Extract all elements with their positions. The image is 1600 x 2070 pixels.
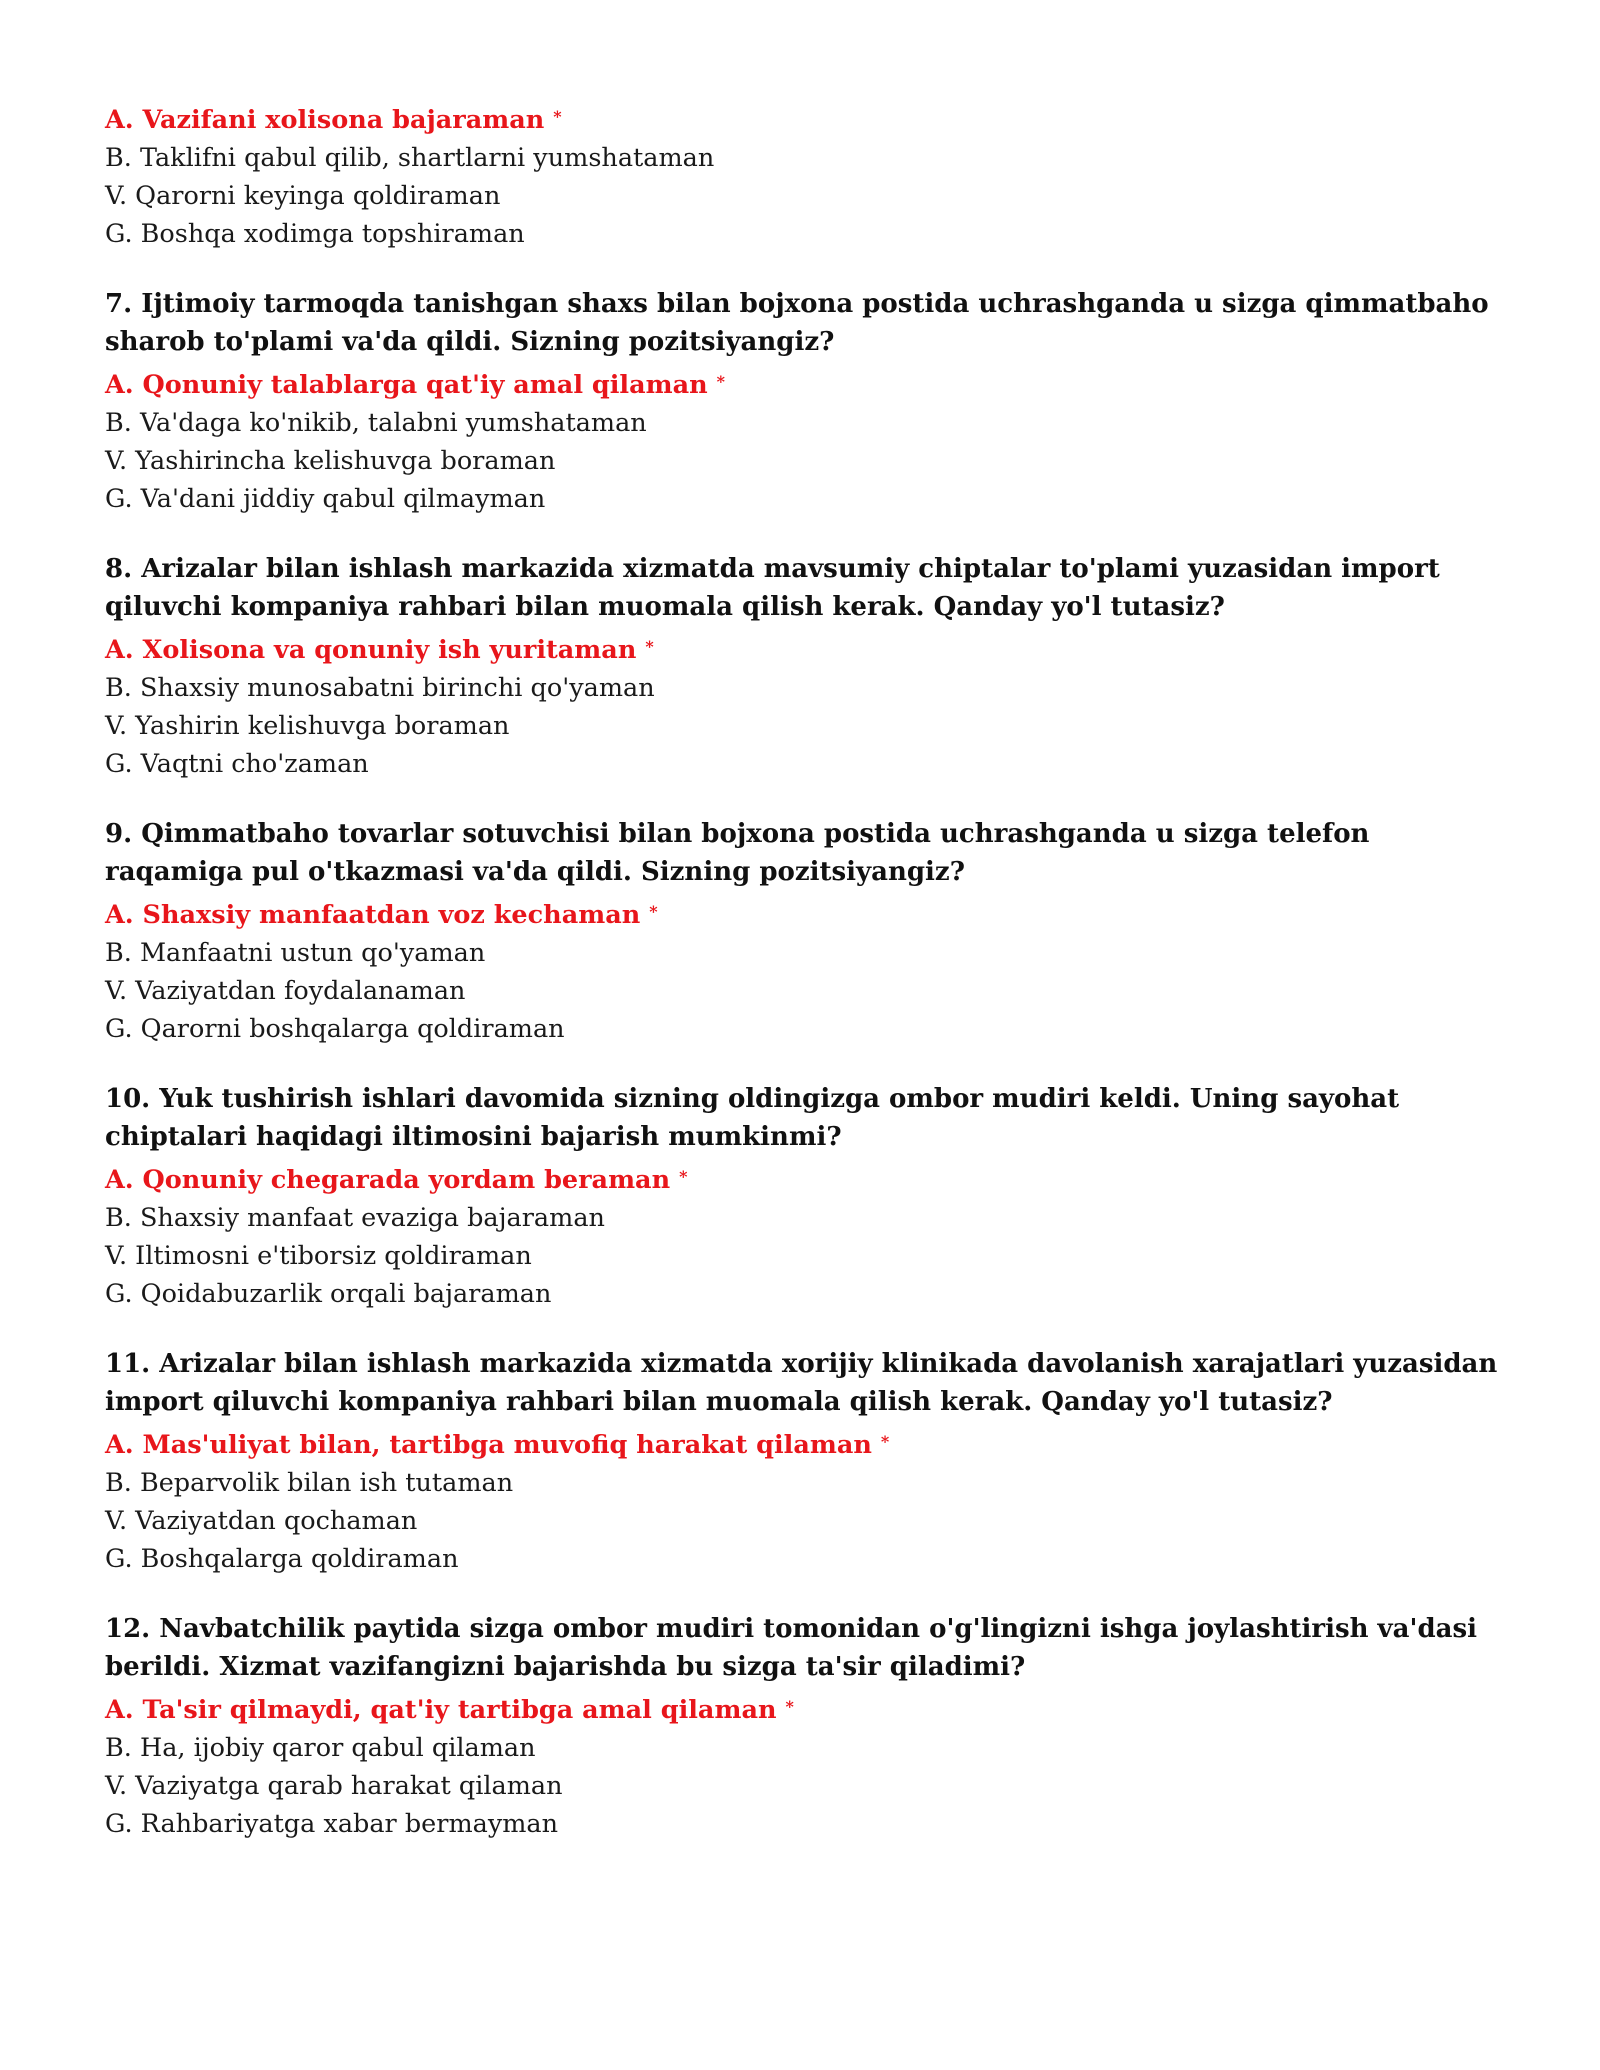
answer-option: V. Vaziyatdan foydalanaman	[105, 976, 466, 1006]
question-text: 8. Arizalar bilan ishlash markazida xizmatda mavsumiy chiptalar to'plami yuzasidan import qiluvchi kompaniya rahbari bilan muomala qilish kerak. Qanday yo'l tutasiz?	[105, 554, 1440, 622]
question-text: 12. Navbatchilik paytida sizga ombor mudiri tomonidan o'g'lingizni ishga joylashtirish va'dasi berildi. Xizmat vazifangizni bajarishda bu sizga ta'sir qiladimi?	[105, 1614, 1477, 1682]
question-block	[105, 98, 1505, 253]
answer-option: B. Taklifni qabul qilib, shartlarni yumshataman	[105, 143, 715, 173]
correct-marker: *	[880, 1432, 890, 1451]
answer-option: V. Vaziyatdan qochaman	[105, 1506, 418, 1536]
correct-answer-option: A. Xolisona va qonuniy ish yuritaman *	[105, 635, 654, 665]
correct-answer-option: A. Vazifani xolisona bajaraman *	[105, 105, 562, 135]
correct-answer-option: A. Ta'sir qilmaydi, qat'iy tartibga amal qilaman *	[105, 1695, 794, 1725]
answer-option: V. Yashirin kelishuvga boraman	[105, 711, 510, 741]
answer-option: B. Beparvolik bilan ish tutaman	[105, 1468, 514, 1498]
correct-marker: *	[716, 372, 726, 391]
answer-option: B. Va'daga ko'nikib, talabni yumshataman	[105, 408, 647, 438]
question-block	[105, 1610, 1505, 1843]
correct-answer-option: A. Mas'uliyat bilan, tartibga muvofiq harakat qilaman *	[105, 1430, 890, 1460]
answer-option: G. Va'dani jiddiy qabul qilmayman	[105, 484, 546, 514]
answer-option: V. Yashirincha kelishuvga boraman	[105, 446, 556, 476]
answer-option: B. Manfaatni ustun qo'yaman	[105, 938, 486, 968]
answer-option: G. Boshqa xodimga topshiraman	[105, 219, 525, 249]
answer-option: V. Iltimosni e'tiborsiz qoldiraman	[105, 1241, 532, 1271]
correct-answer-option: A. Shaxsiy manfaatdan voz kechaman *	[105, 900, 658, 930]
answer-option: V. Vaziyatga qarab harakat qilaman	[105, 1771, 563, 1801]
answer-option: G. Vaqtni cho'zaman	[105, 749, 369, 779]
question-text: 9. Qimmatbaho tovarlar sotuvchisi bilan bojxona postida uchrashganda u sizga telefon raqamiga pul o'tkazmasi va'da qildi. Sizning pozitsiyangiz?	[105, 819, 1370, 887]
question-block	[105, 1345, 1505, 1578]
correct-marker: *	[649, 902, 658, 921]
quiz-page	[105, 98, 1505, 1875]
answer-option: V. Qarorni keyinga qoldiraman	[105, 181, 501, 211]
correct-marker: *	[645, 637, 654, 656]
answer-option: G. Qoidabuzarlik orqali bajaraman	[105, 1279, 552, 1309]
correct-answer-option: A. Qonuniy chegarada yordam beraman *	[105, 1165, 688, 1195]
answer-option: G. Rahbariyatga xabar bermayman	[105, 1809, 559, 1839]
question-text: 10. Yuk tushirish ishlari davomida sizning oldingizga ombor mudiri keldi. Uning sayohat chiptalari haqidagi iltimosini bajarish mumkinmi?	[105, 1084, 1400, 1152]
answer-option: G. Qarorni boshqalarga qoldiraman	[105, 1014, 565, 1044]
question-block	[105, 815, 1505, 1048]
question-text: 7. Ijtimoiy tarmoqda tanishgan shaxs bilan bojxona postida uchrashganda u sizga qimmatbaho sharob to'plami va'da qildi. Sizning pozitsiyangiz?	[105, 289, 1489, 357]
correct-marker: *	[553, 107, 562, 126]
answer-option: G. Boshqalarga qoldiraman	[105, 1544, 459, 1574]
correct-answer-option: A. Qonuniy talablarga qat'iy amal qilaman *	[105, 370, 726, 400]
question-text: 11. Arizalar bilan ishlash markazida xizmatda xorijiy klinikada davolanish xarajatlari yuzasidan import qiluvchi kompaniya rahbari bilan muomala qilish kerak. Qanday yo'l tutasiz?	[105, 1349, 1498, 1417]
answer-option: B. Shaxsiy manfaat evaziga bajaraman	[105, 1203, 605, 1233]
question-block	[105, 285, 1505, 518]
question-block	[105, 550, 1505, 783]
answer-option: B. Ha, ijobiy qaror qabul qilaman	[105, 1733, 536, 1763]
correct-marker: *	[679, 1167, 688, 1186]
correct-marker: *	[785, 1697, 794, 1716]
answer-option: B. Shaxsiy munosabatni birinchi qo'yaman	[105, 673, 655, 703]
question-block	[105, 1080, 1505, 1313]
